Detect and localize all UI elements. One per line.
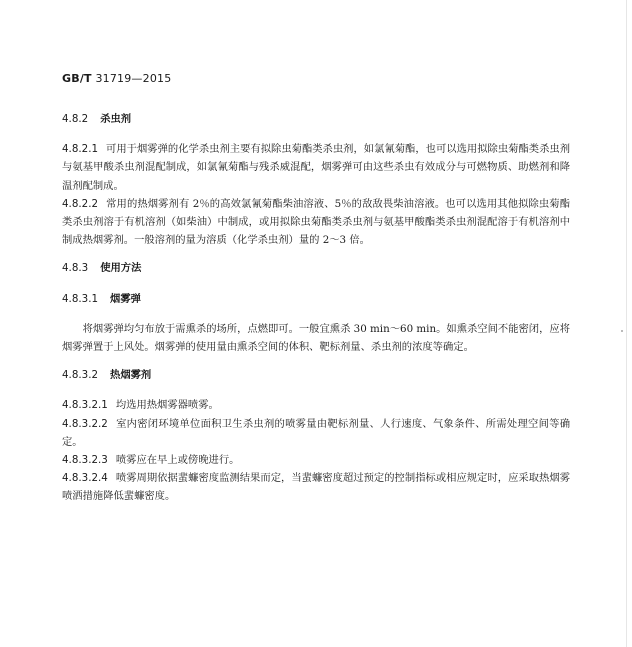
clause-number: 4.8.3.2.4 (62, 472, 108, 485)
standard-code (62, 72, 171, 85)
page-edge-mark (621, 330, 623, 332)
section-title: 热烟雾剂 (110, 369, 152, 382)
clause-4-8-3-2-3 (62, 451, 570, 469)
clause-number: 4.8.3.2.2 (62, 417, 108, 430)
clause-4-8-3-2-2 (62, 415, 570, 451)
clause-text: 可用于烟雾弹的化学杀虫剂主要有拟除虫菊酯类杀虫剂，如氯氰菊酯，也可以选用拟除虫菊酯类杀虫剂与氨基甲酸杀虫剂混配制成，如氯氰菊酯与残杀威混配，烟雾弹可由这些杀虫有效成分与可燃物质、助燃剂和降温剂配制成。 (62, 143, 570, 192)
clause-text: 室内密闭环境单位面积卫生杀虫剂的喷雾量由靶标剂量、人行速度、气象条件、所需处理空间等确定。 (62, 417, 570, 448)
clause-text: 喷雾周期依据蜚蠊密度监测结果而定，当蜚蠊密度超过预定的控制指标或相应规定时，应采取热烟雾喷洒措施降低蜚蠊密度。 (62, 472, 570, 503)
section-number: 4.8.3 (62, 262, 89, 275)
clause-4-8-3-2-1 (62, 396, 570, 414)
document-body (62, 110, 570, 506)
clause-4-8-2-1 (62, 140, 570, 195)
standard-prefix: GB/T (62, 72, 92, 85)
clause-text: 喷雾应在早上或傍晚进行。 (115, 454, 240, 467)
section-heading-4-8-3-1 (62, 290, 570, 308)
section-number: 4.8.3.2 (62, 369, 99, 382)
section-heading-4-8-3 (62, 259, 570, 277)
clause-number: 4.8.2.2 (62, 197, 99, 210)
clause-4-8-2-2 (62, 195, 570, 250)
section-title: 杀虫剂 (100, 113, 132, 125)
section-title: 使用方法 (100, 262, 142, 275)
clause-4-8-3-2-4 (62, 469, 570, 505)
section-heading-4-8-2 (62, 110, 570, 128)
clause-number: 4.8.3.2.1 (62, 399, 108, 412)
section-title: 烟雾弹 (110, 292, 141, 305)
standard-number: 31719—2015 (95, 72, 172, 85)
section-number: 4.8.2 (62, 113, 89, 125)
paragraph-4-8-3-1: 将烟雾弹均匀布放于需熏杀的场所，点燃即可。一般宜熏杀 30 min～60 min。如熏杀空间不能密闭，应将烟雾弹置于上风处。烟雾弹的使用量由熏杀空间的体积、靶标剂量、杀虫剂的浓度等确定。 (62, 322, 570, 354)
clause-number: 4.8.3.2.3 (62, 454, 108, 467)
clause-text: 常用的热烟雾剂有 2％的高效氯氰菊酯柴油溶液、5％的敌敌畏柴油溶液。也可以选用其他拟除虫菊酯类杀虫剂溶于有机溶剂（如柴油）中制成，或用拟除虫菊酯类杀虫剂与氨基甲酸酯类杀虫剂混配溶于有机溶剂中制成热烟雾剂。一般溶剂的量为溶质（化学杀虫剂）量的 2～3 倍。 (62, 197, 570, 247)
clause-number: 4.8.2.1 (62, 143, 99, 156)
clause-text: 均选用热烟雾器喷雾。 (115, 399, 219, 412)
section-number: 4.8.3.1 (62, 292, 99, 305)
section-heading-4-8-3-2 (62, 366, 570, 384)
